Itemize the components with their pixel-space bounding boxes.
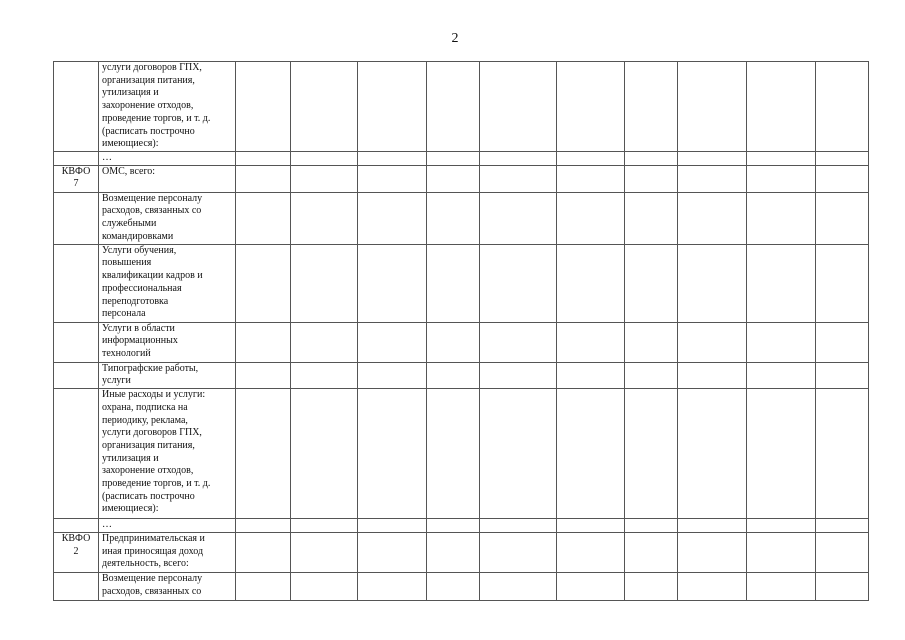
empty-value-cell[interactable] <box>816 165 869 192</box>
empty-value-cell[interactable] <box>625 532 678 572</box>
empty-value-cell[interactable] <box>678 362 747 388</box>
table-row <box>54 322 869 362</box>
empty-value-cell[interactable] <box>480 389 557 519</box>
empty-value-cell[interactable] <box>236 389 291 519</box>
table-row <box>54 165 869 192</box>
empty-value-cell[interactable] <box>236 572 291 600</box>
empty-value-cell[interactable] <box>816 244 869 322</box>
empty-value-cell[interactable] <box>427 322 480 362</box>
row-code-cell <box>54 572 99 600</box>
empty-value-cell[interactable] <box>236 152 291 166</box>
row-code-cell <box>54 519 99 533</box>
empty-value-cell[interactable] <box>427 532 480 572</box>
empty-value-cell[interactable] <box>291 62 358 152</box>
row-description-cell: Возмещение персоналу расходов, связанных со <box>99 572 236 600</box>
row-description-cell: Типографские работы, услуги <box>99 362 236 388</box>
empty-value-cell[interactable] <box>236 165 291 192</box>
empty-value-cell[interactable] <box>236 519 291 533</box>
empty-value-cell[interactable] <box>427 152 480 166</box>
row-code-cell <box>54 322 99 362</box>
empty-value-cell[interactable] <box>625 322 678 362</box>
empty-value-cell[interactable] <box>427 519 480 533</box>
empty-value-cell[interactable] <box>358 532 427 572</box>
row-code-cell <box>54 389 99 519</box>
empty-value-cell[interactable] <box>816 152 869 166</box>
empty-value-cell[interactable] <box>427 62 480 152</box>
empty-value-cell[interactable] <box>291 152 358 166</box>
empty-value-cell[interactable] <box>816 572 869 600</box>
empty-value-cell[interactable] <box>747 192 816 244</box>
empty-value-cell[interactable] <box>816 362 869 388</box>
empty-value-cell[interactable] <box>678 519 747 533</box>
empty-value-cell[interactable] <box>236 192 291 244</box>
empty-value-cell[interactable] <box>480 165 557 192</box>
row-description-cell: ОМС, всего: <box>99 165 236 192</box>
empty-value-cell[interactable] <box>480 152 557 166</box>
row-description-cell: Иные расходы и услуги: охрана, подписка на периодику, реклама, услуги договоров ГПХ, организация питания, утилизация и захоронение отходов, проведение торгов, и т. д. (расписать построчно имеющиеся): <box>99 389 236 519</box>
empty-value-cell[interactable] <box>358 519 427 533</box>
row-code-cell <box>54 152 99 166</box>
row-description-cell: услуги договоров ГПХ, организация питания, утилизация и захоронение отходов, проведение торгов, и т. д. (расписать построчно имеющиеся): <box>99 62 236 152</box>
empty-value-cell[interactable] <box>747 519 816 533</box>
empty-value-cell[interactable] <box>236 322 291 362</box>
empty-value-cell[interactable] <box>480 192 557 244</box>
empty-value-cell[interactable] <box>236 532 291 572</box>
row-description-cell: … <box>99 519 236 533</box>
row-description-cell: … <box>99 152 236 166</box>
table-row <box>54 192 869 244</box>
empty-value-cell[interactable] <box>358 244 427 322</box>
empty-value-cell[interactable] <box>557 152 625 166</box>
empty-value-cell[interactable] <box>625 389 678 519</box>
budget-table <box>53 61 869 601</box>
empty-value-cell[interactable] <box>557 165 625 192</box>
table-row <box>54 152 869 166</box>
table-row <box>54 362 869 388</box>
empty-value-cell[interactable] <box>678 244 747 322</box>
empty-value-cell[interactable] <box>358 572 427 600</box>
empty-value-cell[interactable] <box>291 362 358 388</box>
empty-value-cell[interactable] <box>557 244 625 322</box>
empty-value-cell[interactable] <box>480 322 557 362</box>
table-row <box>54 244 869 322</box>
empty-value-cell[interactable] <box>625 572 678 600</box>
empty-value-cell[interactable] <box>557 192 625 244</box>
empty-value-cell[interactable] <box>358 62 427 152</box>
empty-value-cell[interactable] <box>625 152 678 166</box>
empty-value-cell[interactable] <box>678 192 747 244</box>
empty-value-cell[interactable] <box>480 244 557 322</box>
table-row <box>54 62 869 152</box>
empty-value-cell[interactable] <box>747 322 816 362</box>
empty-value-cell[interactable] <box>625 362 678 388</box>
empty-value-cell[interactable] <box>358 165 427 192</box>
empty-value-cell[interactable] <box>291 165 358 192</box>
empty-value-cell[interactable] <box>747 244 816 322</box>
empty-value-cell[interactable] <box>291 519 358 533</box>
empty-value-cell[interactable] <box>557 519 625 533</box>
row-code-cell: КВФО 7 <box>54 165 99 192</box>
empty-value-cell[interactable] <box>678 532 747 572</box>
empty-value-cell[interactable] <box>236 362 291 388</box>
empty-value-cell[interactable] <box>747 362 816 388</box>
table-row <box>54 532 869 572</box>
empty-value-cell[interactable] <box>625 165 678 192</box>
row-description-cell: Возмещение персоналу расходов, связанных со служебными командировками <box>99 192 236 244</box>
empty-value-cell[interactable] <box>625 244 678 322</box>
empty-value-cell[interactable] <box>625 62 678 152</box>
empty-value-cell[interactable] <box>625 192 678 244</box>
empty-value-cell[interactable] <box>358 152 427 166</box>
row-description-cell: Услуги в области информационных технологий <box>99 322 236 362</box>
empty-value-cell[interactable] <box>480 362 557 388</box>
empty-value-cell[interactable] <box>678 322 747 362</box>
empty-value-cell[interactable] <box>816 519 869 533</box>
empty-value-cell[interactable] <box>557 362 625 388</box>
empty-value-cell[interactable] <box>236 244 291 322</box>
empty-value-cell[interactable] <box>747 165 816 192</box>
empty-value-cell[interactable] <box>291 389 358 519</box>
row-description-cell: Услуги обучения, повышения квалификации кадров и профессиональная переподготовка персонала <box>99 244 236 322</box>
empty-value-cell[interactable] <box>678 572 747 600</box>
empty-value-cell[interactable] <box>427 192 480 244</box>
table-row <box>54 572 869 600</box>
empty-value-cell[interactable] <box>678 152 747 166</box>
empty-value-cell[interactable] <box>358 192 427 244</box>
row-code-cell <box>54 362 99 388</box>
empty-value-cell[interactable] <box>747 572 816 600</box>
empty-value-cell[interactable] <box>480 519 557 533</box>
empty-value-cell[interactable] <box>625 519 678 533</box>
table-row <box>54 389 869 519</box>
row-code-cell <box>54 244 99 322</box>
table-row <box>54 519 869 533</box>
empty-value-cell[interactable] <box>557 389 625 519</box>
empty-value-cell[interactable] <box>427 244 480 322</box>
empty-value-cell[interactable] <box>678 389 747 519</box>
empty-value-cell[interactable] <box>557 532 625 572</box>
empty-value-cell[interactable] <box>816 389 869 519</box>
empty-value-cell[interactable] <box>747 389 816 519</box>
empty-value-cell[interactable] <box>427 572 480 600</box>
empty-value-cell[interactable] <box>816 62 869 152</box>
row-code-cell: КВФО 2 <box>54 532 99 572</box>
table-body <box>54 62 869 601</box>
empty-value-cell[interactable] <box>557 322 625 362</box>
empty-value-cell[interactable] <box>358 322 427 362</box>
empty-value-cell[interactable] <box>291 532 358 572</box>
empty-value-cell[interactable] <box>427 362 480 388</box>
empty-value-cell[interactable] <box>678 62 747 152</box>
empty-value-cell[interactable] <box>747 532 816 572</box>
row-code-cell <box>54 192 99 244</box>
row-code-cell <box>54 62 99 152</box>
empty-value-cell[interactable] <box>291 572 358 600</box>
empty-value-cell[interactable] <box>747 62 816 152</box>
empty-value-cell[interactable] <box>291 244 358 322</box>
empty-value-cell[interactable] <box>358 389 427 519</box>
empty-value-cell[interactable] <box>291 192 358 244</box>
empty-value-cell[interactable] <box>480 572 557 600</box>
empty-value-cell[interactable] <box>816 322 869 362</box>
empty-value-cell[interactable] <box>678 165 747 192</box>
empty-value-cell[interactable] <box>358 362 427 388</box>
empty-value-cell[interactable] <box>236 62 291 152</box>
empty-value-cell[interactable] <box>291 322 358 362</box>
empty-value-cell[interactable] <box>480 62 557 152</box>
empty-value-cell[interactable] <box>816 532 869 572</box>
empty-value-cell[interactable] <box>557 62 625 152</box>
empty-value-cell[interactable] <box>747 152 816 166</box>
row-description-cell: Предпринимательская и иная приносящая доход деятельность, всего: <box>99 532 236 572</box>
empty-value-cell[interactable] <box>427 165 480 192</box>
empty-value-cell[interactable] <box>480 532 557 572</box>
empty-value-cell[interactable] <box>557 572 625 600</box>
page-number: 2 <box>451 31 459 46</box>
empty-value-cell[interactable] <box>816 192 869 244</box>
empty-value-cell[interactable] <box>427 389 480 519</box>
